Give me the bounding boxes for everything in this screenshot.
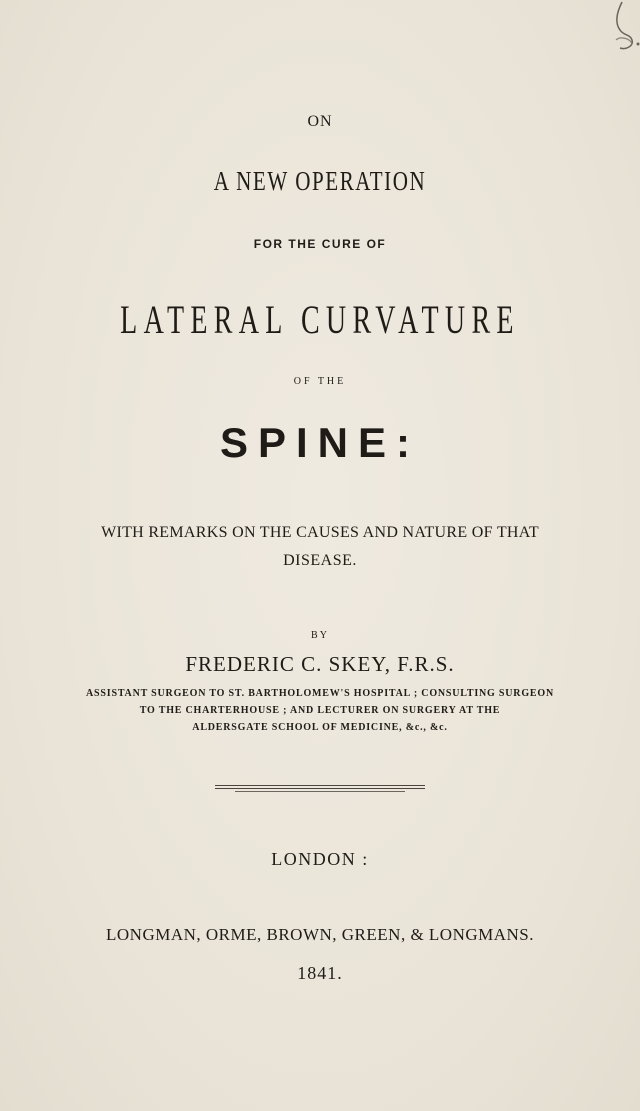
title-new-operation: A NEW OPERATION	[213, 166, 427, 196]
subtitle-line-2: DISEASE.	[283, 552, 357, 569]
imprint-publisher: LONGMAN, ORME, BROWN, GREEN, & LONGMANS.	[106, 925, 534, 944]
author-credentials-line-2: TO THE CHARTERHOUSE ; AND LECTURER ON SURGERY AT THE	[139, 705, 501, 716]
author-credentials-line-1: ASSISTANT SURGEON TO ST. BARTHOLOMEW'S HOSPITAL ; CONSULTING SURGEON	[86, 688, 554, 699]
title-lateral-curvature: LATERAL CURVATURE	[120, 297, 520, 342]
imprint-year: 1841.	[297, 963, 343, 983]
author-credentials-line-3: ALDERSGATE SCHOOL OF MEDICINE, &c., &c.	[192, 722, 448, 733]
ink-mark-icon	[580, 0, 640, 80]
author-name: FREDERIC C. SKEY, F.R.S.	[185, 652, 455, 676]
subtitle-line-1: WITH REMARKS ON THE CAUSES AND NATURE OF THAT	[101, 524, 539, 541]
title-for-the-cure-of: FOR THE CURE OF	[253, 237, 387, 251]
by-label: BY	[311, 630, 329, 641]
title-on: ON	[307, 113, 333, 130]
title-of-the: OF THE	[293, 376, 347, 387]
title-spine: SPINE:	[219, 419, 421, 466]
decorative-rule	[215, 785, 425, 793]
imprint-place: LONDON :	[271, 849, 369, 869]
